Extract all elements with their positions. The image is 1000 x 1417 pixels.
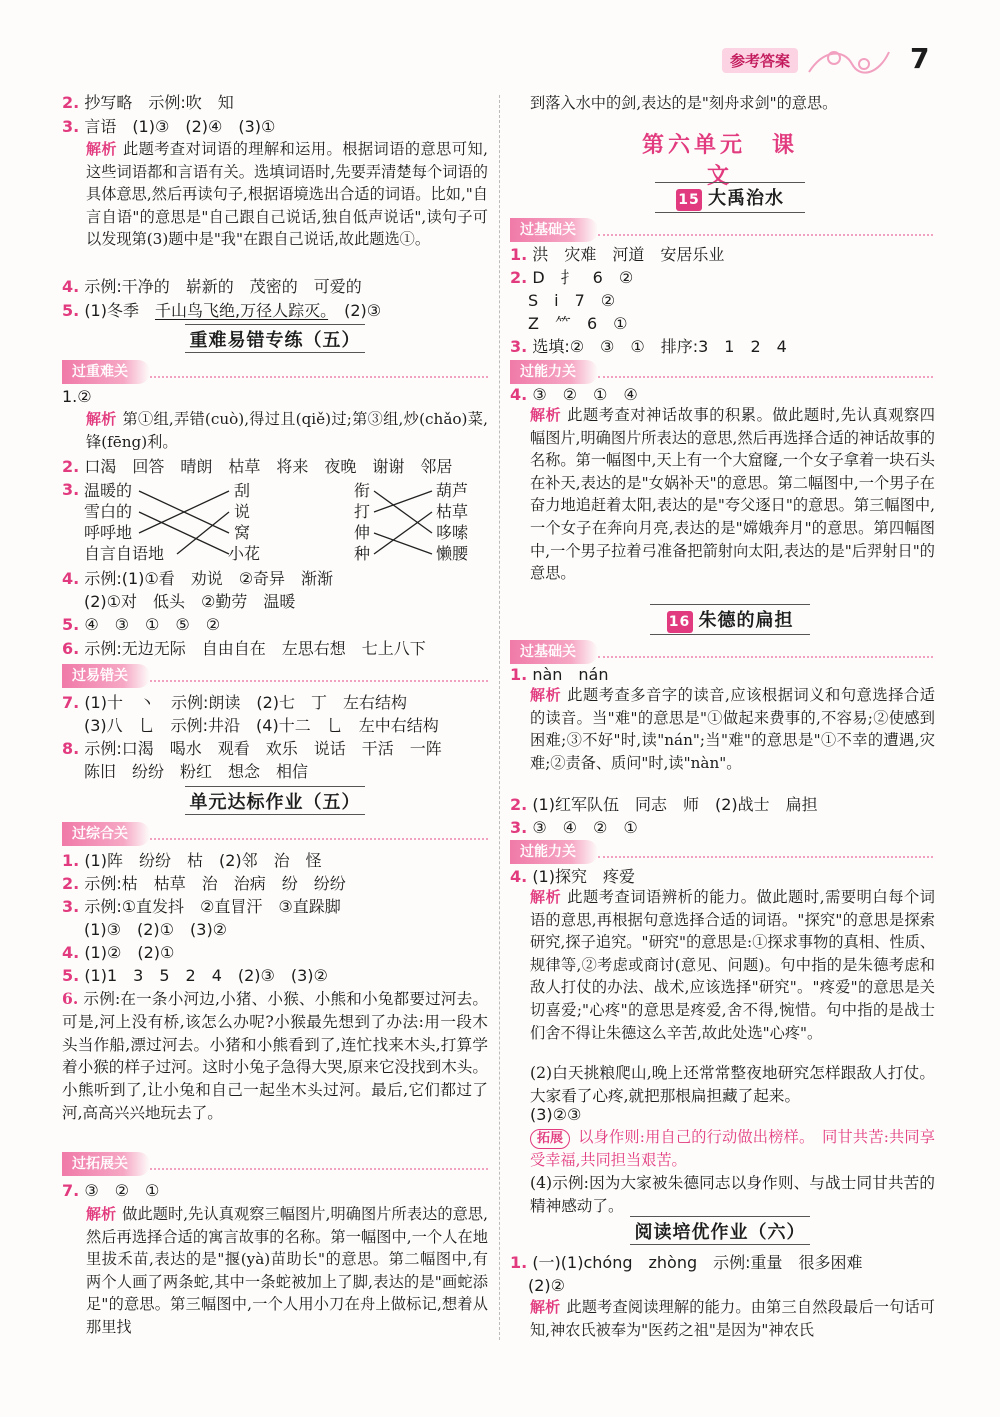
r-answer-4: 4. ③ ② ① ④ bbox=[510, 385, 638, 404]
unit-4: 4. (1)② (2)① bbox=[62, 943, 175, 962]
unit-6: 6. 示例:在一条小河边,小猪、小猴、小熊和小兔都要过河去。可是,河上没有桥,该怎么办呢?小猴最先想到了办法:用一段木头当作船,漂过河去。小猪和小熊看到了,连忙找来木头,打算学着小猴的样子过河。这时小兔子急得大哭,原来它没找到木头。小熊听到了,让小兔和自己一起坐木头过河。最后,它们都过了河,高高兴兴地玩去了。 bbox=[62, 989, 488, 1122]
match-ra-1: 打 bbox=[354, 502, 371, 521]
r-answer-2: 2. D 扌 6 ② bbox=[510, 268, 634, 287]
match-rb-3: 懒腰 bbox=[436, 544, 469, 563]
extension-note: 拓展 以身作则:用自己的行动做出榜样。 同甘共苦:共同享受幸福,共同担当艰苦。 bbox=[530, 1128, 935, 1169]
answer-4b: 4. 示例:(1)①看 劝说 ②奇异 渐渐 bbox=[62, 569, 334, 588]
unit-2: 2. 示例:枯 枯草 治 治病 纷 纷纷 bbox=[62, 874, 346, 893]
header-label: 参考答案 bbox=[722, 48, 798, 73]
tag-guo-yicuo: 过易错关 bbox=[62, 664, 150, 688]
match-mid-1: 说 bbox=[234, 502, 251, 521]
explain-3: 解析 此题考查对词语的理解和运用。根据词语的意思可知,这些词语都和言语有关。选填词语时,先要弄清楚每个词语的具体意思,然后再读句子,根据语境选出合适的词语。比如,"自言自语"的意思是"自己跟自己说话,独自低声说话",读句子可以发现第(3)题中是"我"在跟自己说话,故此题选①。 bbox=[86, 140, 488, 249]
answer-4: 4. 示例:干净的 崭新的 茂密的 可爱的 bbox=[62, 277, 362, 296]
decorative-flower-icon bbox=[804, 44, 894, 78]
answer-2b: 2. 口渴 回答 晴朗 枯草 将来 夜晚 谢谢 邻居 bbox=[62, 457, 453, 476]
match-left-2: 呼呼地 bbox=[84, 523, 133, 542]
tag-dots-1 bbox=[150, 376, 488, 378]
answer-6b: 6. 示例:无边无际 自由自在 左思右想 七上八下 bbox=[62, 639, 426, 658]
s-answer-2: 2. (1)红军队伍 同志 师 (2)战士 扁担 bbox=[510, 795, 818, 814]
continuation: 到落入水中的剑,表达的是"刻舟求剑"的意思。 bbox=[530, 94, 838, 112]
s-answer-4a: 4. (1)探究 疼爱 bbox=[510, 867, 635, 886]
lesson-15-title: 15 大禹治水 bbox=[655, 184, 805, 211]
tag-dots-7 bbox=[598, 656, 933, 658]
answer-2: 2. 抄写略 示例:吹 知 bbox=[62, 93, 234, 112]
tag-guo-jichu-2: 过基础关 bbox=[510, 640, 598, 664]
tag-guo-nengli-1: 过能力关 bbox=[510, 360, 598, 384]
tag-guo-tuozhan: 过拓展关 bbox=[62, 1152, 150, 1176]
answer-8b: 8. 示例:口渴 喝水 观看 欢乐 说话 干活 一阵 bbox=[62, 739, 442, 758]
extension-badge: 拓展 bbox=[530, 1129, 570, 1149]
v-answer-1b: (2)② bbox=[528, 1276, 566, 1295]
match-mid-3: 小花 bbox=[228, 544, 261, 563]
unit-5: 5. (1)1 3 5 2 4 (2)③ (3)② bbox=[62, 966, 328, 985]
explain-u7: 解析 做此题时,先认真观察三幅图片,明确图片所表达的意思,然后再选择合适的寓言故事的名称。第一幅图中,一个人在地里拔禾苗,表达的是"揠(yà)苗助长"的意思。第二幅图中,有两个人画了两条蛇,其中一条蛇被加上了脚,表达的是"画蛇添足"的意思。第三幅图中,一个人用小刀在舟上做标记,想着从那里找 bbox=[86, 1205, 488, 1336]
r-answer-1: 1. 洪 灾难 河道 安居乐业 bbox=[510, 245, 725, 264]
tag-guo-nengli-2: 过能力关 bbox=[510, 840, 598, 864]
match-rb-1: 枯草 bbox=[436, 502, 469, 521]
tag-guo-jichu-1: 过基础关 bbox=[510, 218, 598, 242]
answer-8b-2: 陈旧 纷纷 粉红 想念 相信 bbox=[84, 762, 309, 781]
s-answer-4c: (3)②③ bbox=[530, 1105, 582, 1124]
tag-dots-8 bbox=[598, 856, 933, 858]
tag-dots-6 bbox=[598, 376, 933, 378]
tag-guo-zonghe: 过综合关 bbox=[62, 822, 150, 846]
num-3: 3. bbox=[62, 480, 80, 499]
answer-7b: 7. (1)十 丶 示例:朗读 (2)七 丁 左右结构 bbox=[62, 693, 408, 712]
answer-7b-2: (3)八 乚 示例:井沿 (4)十二 乚 左中右结构 bbox=[84, 716, 439, 735]
lesson-15-number: 15 bbox=[676, 189, 702, 211]
r-explain-4: 解析 此题考查对神话故事的积累。做此题时,先认真观察四幅图片,明确图片所表达的意思,然后再选择合适的神话故事的名称。第一幅图中,天上有一个大窟窿,一个女子拿着一块石头在补天,表达的是"女娲补天"的意思。第二幅图中,一个男子在奋力地追赶着太阳,表达的是"夸父逐日"的意思。第三幅图中,一个女子在奔向月亮,表达的是"嫦娥奔月"的意思。第四幅图中,一个男子拉着弓准备把箭射向太阳,表达的是"后羿射日"的意思。 bbox=[530, 406, 935, 583]
match-left-3: 自言自语地 bbox=[84, 544, 165, 563]
unit-3: 3. 示例:①直发抖 ②直冒汗 ③直跺脚 bbox=[62, 897, 341, 916]
column-divider bbox=[499, 95, 500, 1340]
r-answer-2c: Z ⺮ 6 ① bbox=[528, 314, 628, 333]
match-rb-2: 哆嗦 bbox=[436, 523, 469, 542]
tag-dots-3 bbox=[150, 838, 488, 840]
match-rb-0: 葫芦 bbox=[436, 481, 469, 500]
match-ra-3: 种 bbox=[354, 544, 371, 563]
s-explain-4: 解析 此题考查词语辨析的能力。做此题时,需要明白每个词语的意思,再根据句意选择合适的词语。"探究"的意思是探索研究,探子追究。"研究"的意思是:①探求事物的真相、性质、规律等,②考虑或商讨(意见、问题)。句中指的是朱德考虑和敌人打仗的办法、战术,应该选择"研究"。"疼爱"的意思是关切喜爱;"心疼"的意思是疼爱,舍不得,惋惜。句中指的是战士们舍不得让朱德这么辛苦,故此处选"心疼"。 bbox=[530, 888, 935, 1042]
lesson-16-number: 16 bbox=[667, 611, 693, 633]
answer-1b: 1.② bbox=[62, 387, 92, 406]
tag-dots-2 bbox=[150, 680, 488, 682]
answer-3: 3. 言语 (1)③ (2)④ (3)① bbox=[62, 117, 276, 136]
unit-1: 1. (1)阵 纷纷 枯 (2)邻 治 怪 bbox=[62, 851, 322, 870]
unit-3-2: (1)③ (2)① (3)② bbox=[84, 920, 228, 939]
page-number: 7 bbox=[910, 42, 930, 75]
page-header bbox=[700, 42, 990, 82]
unit-7: 7. ③ ② ① bbox=[62, 1181, 160, 1200]
tag-dots-4 bbox=[150, 1168, 488, 1170]
r-answer-2b: S ⅰ 7 ② bbox=[528, 291, 616, 310]
tag-guo-zhongnan: 过重难关 bbox=[62, 360, 150, 384]
lesson-16-title: 16 朱德的扁担 bbox=[650, 606, 810, 633]
match-mid-0: 刮 bbox=[234, 481, 251, 500]
s-answer-3: 3. ③ ④ ② ① bbox=[510, 818, 638, 837]
match-ra-2: 伸 bbox=[354, 523, 371, 542]
s-answer-4b: (2)白天挑粮爬山,晚上还常常整夜地研究怎样跟敌人打仗。大家看了心疼,就把那根扁担藏了起来。 bbox=[530, 1064, 935, 1105]
unit-title: 第六单元 课 文 bbox=[641, 133, 825, 189]
s-answer-4d: (4)示例:因为大家被朱德同志以身作则、与战士同甘共苦的精神感动了。 bbox=[530, 1174, 935, 1215]
matching-exercise bbox=[62, 480, 482, 566]
v-explain-1: 解析 此题考查阅读理解的能力。由第三自然段最后一句话可知,神农氏被奉为"医药之祖"是因为"神农氏 bbox=[530, 1298, 935, 1339]
match-mid-2: 窝 bbox=[234, 523, 251, 542]
answer-4b-2: (2)①对 低头 ②勤劳 温暖 bbox=[84, 592, 296, 611]
answer-5b: 5. ④ ③ ① ⑤ ② bbox=[62, 615, 221, 634]
match-ra-0: 衔 bbox=[354, 481, 371, 500]
match-left-1: 雪白的 bbox=[84, 502, 133, 521]
explain-1b: 解析 第①组,弄错(cuò),得过且(qiě)过;第③组,炒(chǎo)菜,锋(fēng)利。 bbox=[86, 410, 488, 451]
section-title-2: 单元达标作业（五） bbox=[185, 788, 365, 814]
match-lines-1 bbox=[137, 480, 232, 566]
match-left-0: 温暖的 bbox=[84, 481, 133, 500]
answer-5: 5. (1)冬季 千山鸟飞绝,万径人踪灭。 (2)③ bbox=[62, 301, 382, 320]
section-title-3: 阅读培优作业（六） bbox=[630, 1218, 810, 1244]
r-answer-3: 3. 选填:② ③ ① 排序:3 1 2 4 bbox=[510, 337, 787, 356]
s-answer-1: 1. nàn nán bbox=[510, 665, 609, 684]
v-answer-1a: 1. (一)(1)chóng zhòng 示例:重量 很多困难 bbox=[510, 1253, 863, 1272]
section-title-1: 重难易错专练（五） bbox=[185, 326, 365, 352]
tag-dots-5 bbox=[598, 234, 933, 236]
match-lines-2 bbox=[372, 480, 434, 566]
s-explain-1: 解析 此题考查多音字的读音,应该根据词义和句意选择合适的读音。当"难"的意思是"①做起来费事的,不容易;②使感到困难;③不好"时,读"nán";当"难"的意思是"①不幸的遭遇,灾难;②责备、质问"时,读"nàn"。 bbox=[530, 686, 935, 772]
